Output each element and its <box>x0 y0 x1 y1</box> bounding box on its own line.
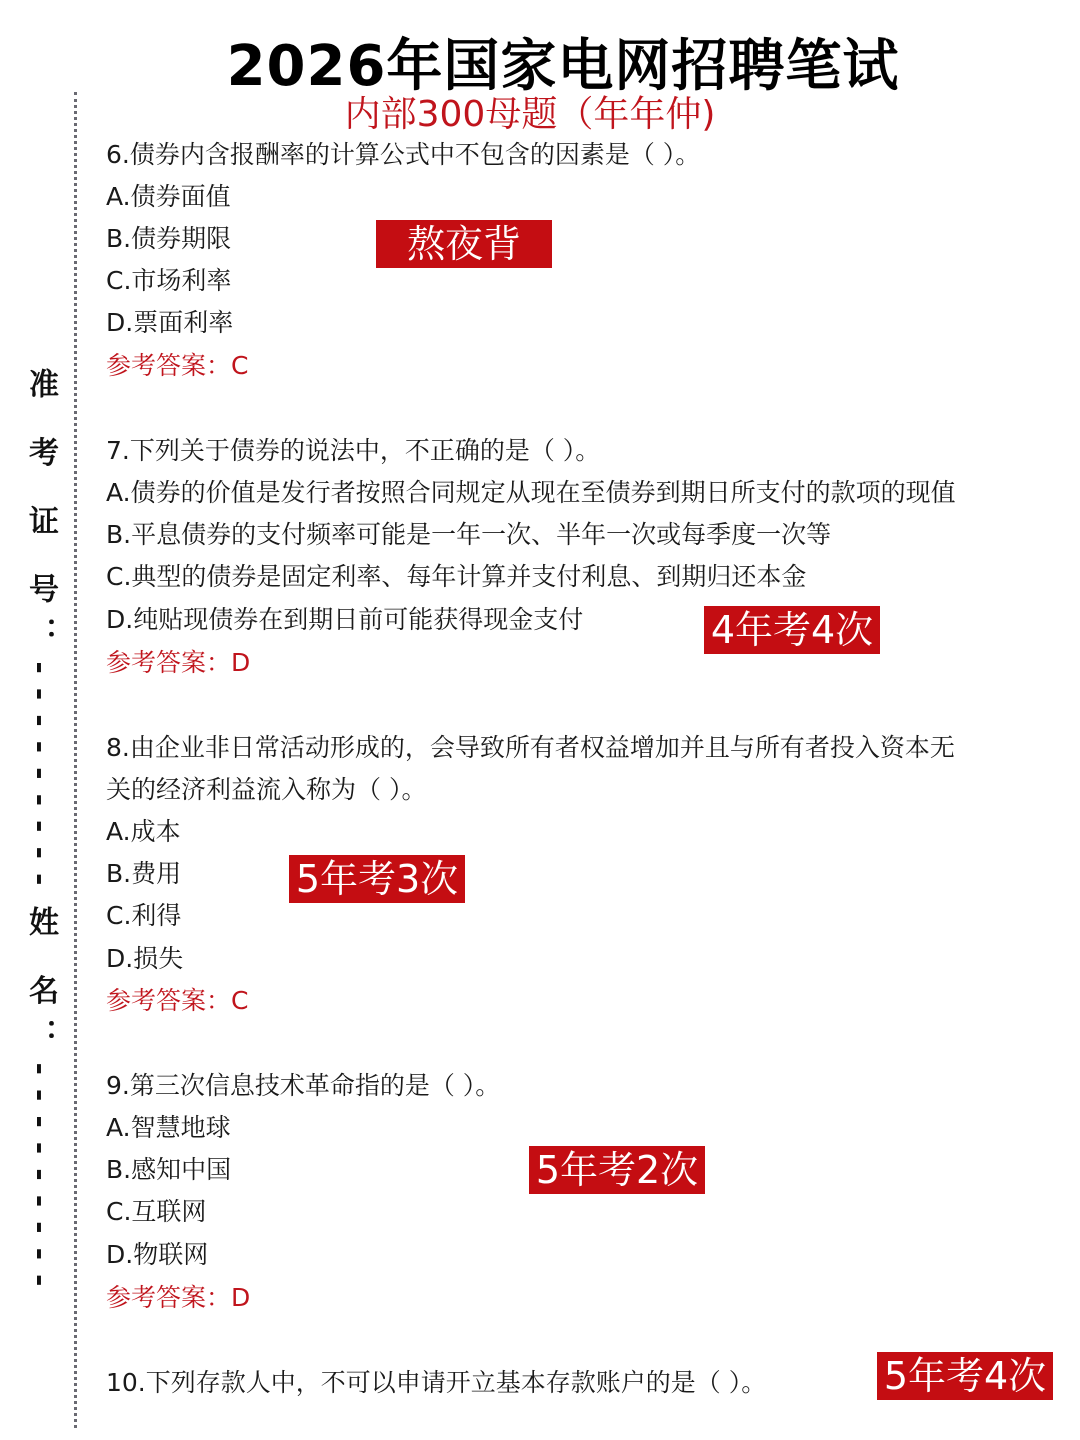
question-8-stem-line-1: 8.由企业非日常活动形成的，会导致所有者权益增加并且与所有者投入资本无 <box>106 733 955 762</box>
question-9-option-c: C.互联网 <box>106 1197 207 1226</box>
question-8-option-c: C.利得 <box>106 901 182 930</box>
candidate-name-label: 姓 名：--------- <box>23 906 58 1301</box>
question-7-tag: 4年考4次 <box>704 606 880 654</box>
question-9-tag: 5年考2次 <box>529 1146 705 1194</box>
exam-number-label: 准 考 证 号：--------- <box>23 368 58 900</box>
question-9-answer: 参考答案：D <box>106 1283 251 1312</box>
question-6-tag: 熬夜背 <box>376 220 552 268</box>
question-9-option-b: B.感知中国 <box>106 1155 232 1184</box>
binding-dotted-line <box>74 92 77 1428</box>
question-7-answer: 参考答案：D <box>106 648 251 677</box>
page-subtitle: 内部300母题（年年仲) <box>344 94 716 135</box>
question-6-option-d: D.票面利率 <box>106 308 234 337</box>
question-7-option-b: B.平息债券的支付频率可能是一年一次、半年一次或每季度一次等 <box>106 520 832 549</box>
question-9-stem: 9.第三次信息技术革命指的是（ ）。 <box>106 1071 501 1100</box>
question-7-option-a: A.债券的价值是发行者按照合同规定从现在至债券到期日所支付的款项的现值 <box>106 478 956 507</box>
question-7-option-d: D.纯贴现债券在到期日前可能获得现金支付 <box>106 605 584 634</box>
question-6-answer: 参考答案：C <box>106 351 249 380</box>
question-9-option-d: D.物联网 <box>106 1240 209 1269</box>
question-7-option-c: C.典型的债券是固定利率、每年计算并支付利息、到期归还本金 <box>106 562 807 591</box>
question-6-option-b: B.债券期限 <box>106 224 232 253</box>
question-8-tag: 5年考3次 <box>289 855 465 903</box>
question-6-stem: 6.债券内含报酬率的计算公式中不包含的因素是（ ）。 <box>106 140 701 169</box>
question-9-option-a: A.智慧地球 <box>106 1113 231 1142</box>
question-6-option-c: C.市场利率 <box>106 266 232 295</box>
question-10-tag: 5年考4次 <box>877 1352 1053 1400</box>
question-8-answer: 参考答案：C <box>106 986 249 1015</box>
question-6-option-a: A.债券面值 <box>106 182 231 211</box>
question-8-option-a: A.成本 <box>106 817 181 846</box>
page-title: 2026年国家电网招聘笔试 <box>226 34 900 99</box>
question-8-option-d: D.损失 <box>106 944 184 973</box>
question-7-stem: 7.下列关于债券的说法中，不正确的是（ ）。 <box>106 436 601 465</box>
question-10-stem: 10.下列存款人中，不可以申请开立基本存款账户的是（ ）。 <box>106 1368 767 1397</box>
question-8-stem-line-2: 关的经济利益流入称为（ ）。 <box>106 775 427 804</box>
question-8-option-b: B.费用 <box>106 859 182 888</box>
